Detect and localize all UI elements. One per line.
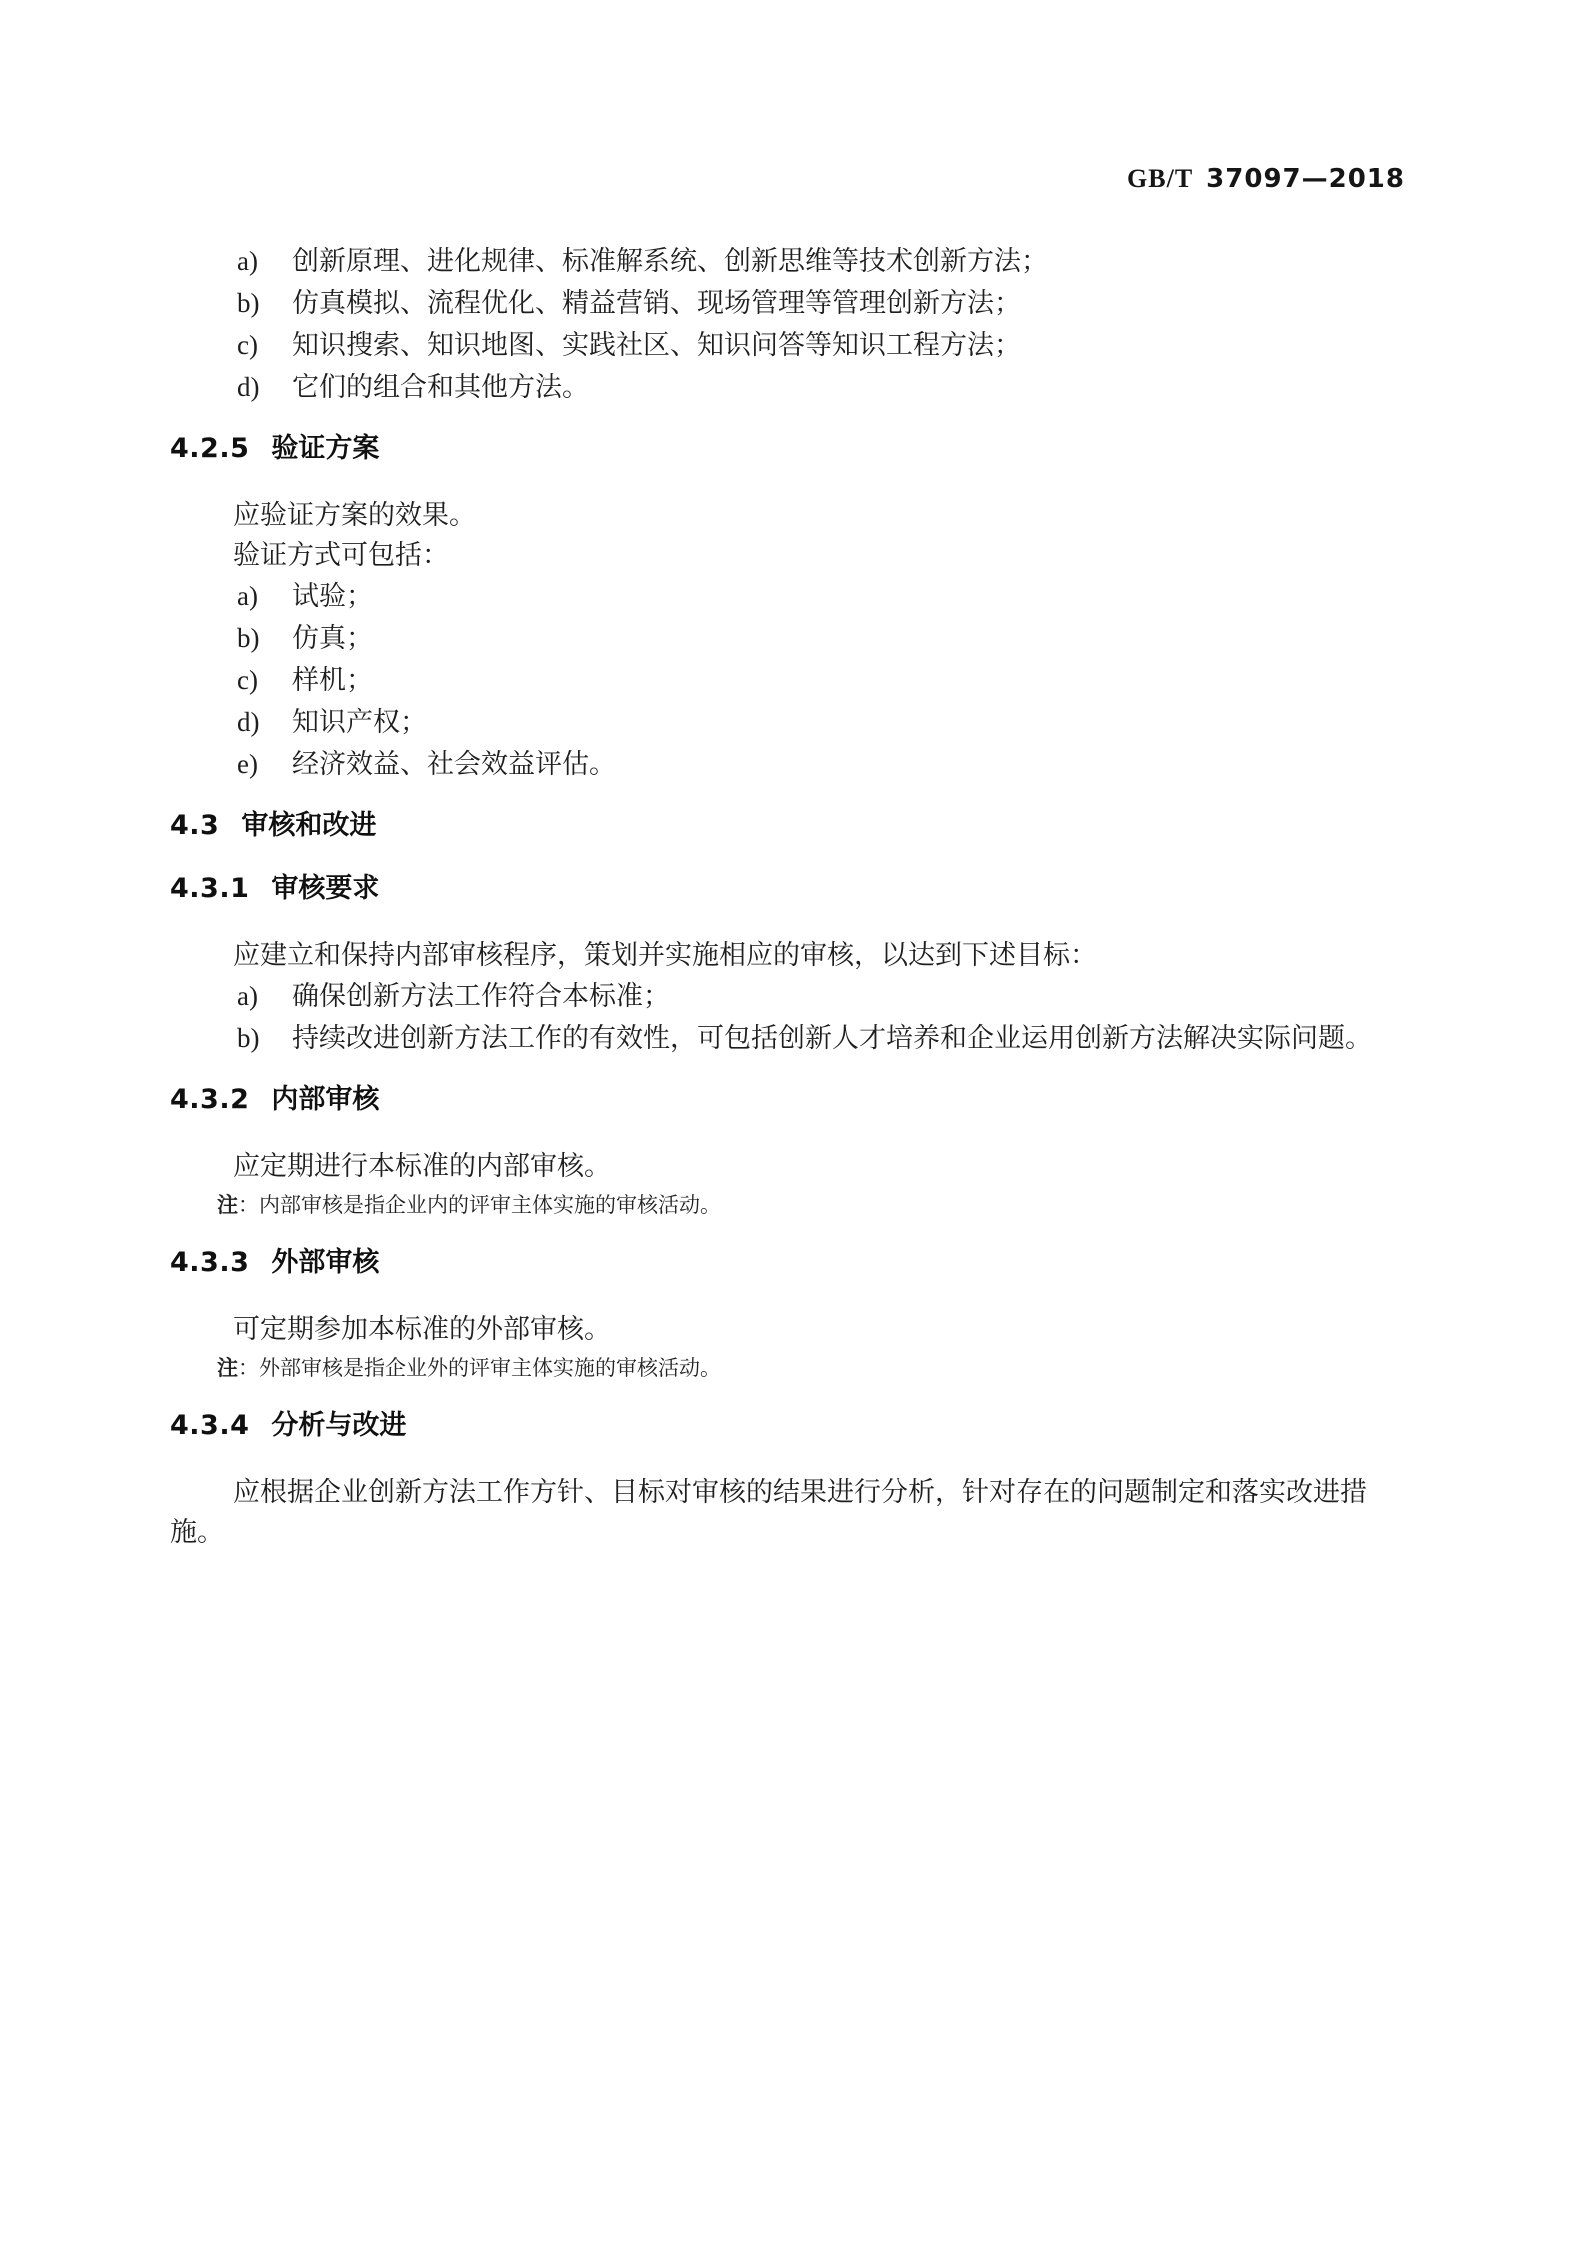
paragraph: 应定期进行本标准的内部审核。 xyxy=(233,1151,611,1181)
section-number: 4.3.3 xyxy=(170,1247,250,1278)
section-title: 内部审核 xyxy=(271,1084,380,1115)
section-heading-4-3-1 xyxy=(170,872,1413,906)
list-item xyxy=(237,617,1413,659)
list-item-text: 仿真模拟、流程优化、精益营销、现场管理等管理创新方法； xyxy=(292,288,1021,318)
list-item-text: 知识产权； xyxy=(292,707,427,737)
list-item xyxy=(237,975,1413,1017)
paragraph: 应根据企业创新方法工作方针、目标对审核的结果进行分析，针对存在的问题制定和落实改进措施。 xyxy=(170,1477,1367,1547)
list-item-label: a) xyxy=(237,246,258,276)
list-item xyxy=(237,743,1413,785)
list-item-label: a) xyxy=(237,581,258,611)
list-item-label: b) xyxy=(237,1023,260,1053)
section-number: 4.3.1 xyxy=(170,873,250,904)
section-number: 4.3.2 xyxy=(170,1084,250,1115)
standard-number: 37097—2018 xyxy=(1206,164,1405,194)
list-item-text: 经济效益、社会效益评估。 xyxy=(292,749,616,779)
note-text: ：外部审核是指企业外的评审主体实施的审核活动。 xyxy=(238,1356,721,1380)
section-heading-4-3-4 xyxy=(170,1409,1413,1443)
section-title: 验证方案 xyxy=(271,433,380,464)
section-number: 4.2.5 xyxy=(170,433,250,464)
page-content xyxy=(170,240,1413,1552)
list-item-text: 知识搜索、知识地图、实践社区、知识问答等知识工程方法； xyxy=(292,330,1021,360)
list-item xyxy=(237,282,1413,324)
section-number: 4.3 xyxy=(170,810,220,841)
list-item-text: 持续改进创新方法工作的有效性，可包括创新人才培养和企业运用创新方法解决实际问题。 xyxy=(292,1023,1372,1053)
paragraph: 应建立和保持内部审核程序，策划并实施相应的审核，以达到下述目标： xyxy=(233,940,1097,970)
list-item-label: b) xyxy=(237,288,260,318)
list-item-label: c) xyxy=(237,330,258,360)
list-item-text: 创新原理、进化规律、标准解系统、创新思维等技术创新方法； xyxy=(292,246,1048,276)
section-title: 分析与改进 xyxy=(271,1410,407,1441)
list-item-text: 试验； xyxy=(292,581,373,611)
paragraph: 可定期参加本标准的外部审核。 xyxy=(233,1314,611,1344)
note-label: 注 xyxy=(217,1356,238,1380)
list-item-label: a) xyxy=(237,981,258,1011)
section-heading-4-2-5 xyxy=(170,432,1413,466)
verification-methods-list xyxy=(170,575,1413,785)
page-header xyxy=(1127,164,1405,194)
technical-methods-list xyxy=(170,240,1413,408)
section-heading-4-3 xyxy=(170,809,1413,843)
note-text: ：内部审核是指企业内的评审主体实施的审核活动。 xyxy=(238,1193,721,1217)
note-label: 注 xyxy=(217,1193,238,1217)
section-title: 外部审核 xyxy=(271,1247,380,1278)
audit-goals-list xyxy=(170,975,1413,1059)
list-item-label: c) xyxy=(237,665,258,695)
list-item xyxy=(237,659,1413,701)
list-item xyxy=(237,575,1413,617)
list-item-label: b) xyxy=(237,623,260,653)
section-title: 审核要求 xyxy=(271,873,380,904)
list-item xyxy=(237,366,1413,408)
section-title: 审核和改进 xyxy=(241,810,377,841)
list-item xyxy=(237,324,1413,366)
list-item-text: 仿真； xyxy=(292,623,373,653)
list-item xyxy=(237,701,1413,743)
list-item xyxy=(237,1017,1413,1059)
list-item-text: 确保创新方法工作符合本标准； xyxy=(292,981,670,1011)
note xyxy=(170,1188,1413,1222)
list-item-label: e) xyxy=(237,749,258,779)
list-item-label: d) xyxy=(237,707,260,737)
section-heading-4-3-2 xyxy=(170,1083,1413,1117)
list-item-text: 它们的组合和其他方法。 xyxy=(292,372,589,402)
section-heading-4-3-3 xyxy=(170,1246,1413,1280)
paragraph: 应验证方案的效果。 xyxy=(233,500,476,530)
note xyxy=(170,1351,1413,1385)
list-item-text: 样机； xyxy=(292,665,373,695)
list-item-label: d) xyxy=(237,372,260,402)
list-item xyxy=(237,240,1413,282)
section-number: 4.3.4 xyxy=(170,1410,250,1441)
paragraph: 验证方式可包括： xyxy=(233,540,449,570)
standard-code: GB/T xyxy=(1127,164,1194,193)
